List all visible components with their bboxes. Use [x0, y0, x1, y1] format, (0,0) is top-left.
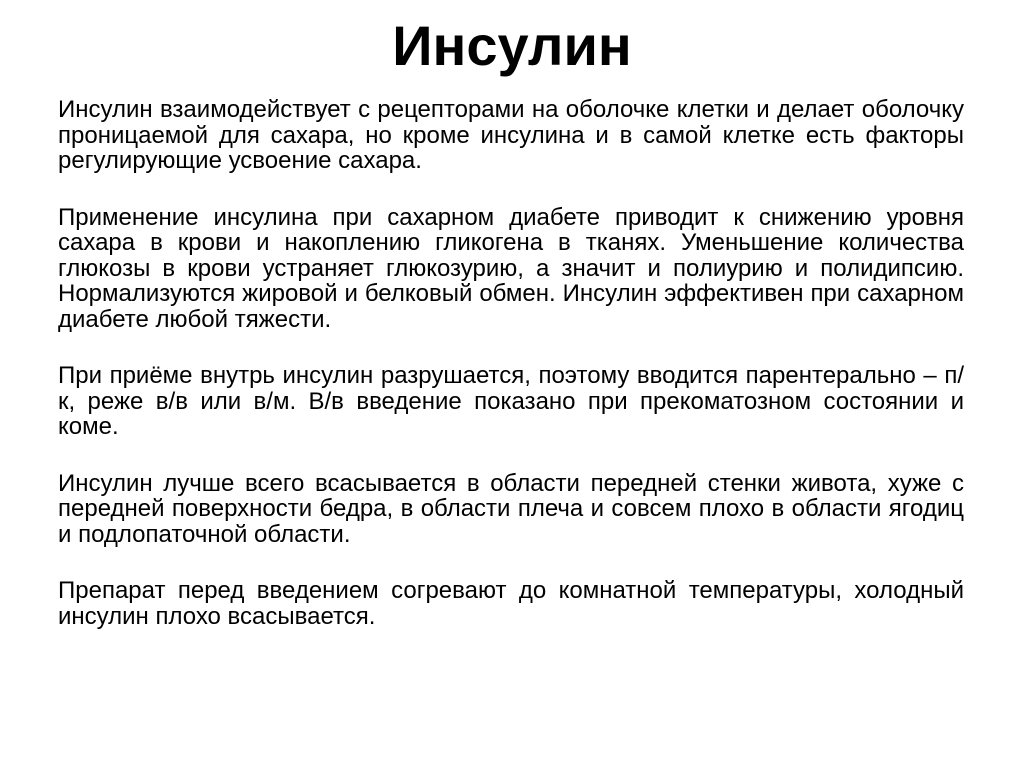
paragraph-insulin-absorption-sites: Инсулин лучше всего всасывается в области передней стенки живота, хуже с передней поверхности бедра, в области плеча и совсем плохо в области ягодиц и подлопаточной области.	[58, 469, 964, 548]
paragraph-insulin-warming: Препарат перед введением согревают до комнатной температуры, холодный инсулин плохо всасывается.	[58, 577, 964, 630]
slide-body	[58, 97, 964, 660]
slide-title: Инсулин	[392, 14, 632, 77]
paragraph-insulin-diabetes-effects: Применение инсулина при сахарном диабете приводит к снижению уровня сахара в крови и накоплению гликогена в тканях. Уменьшение количества глюкозы в крови устраняет глюкозурию, а значит и полиурию и полидипсию. Нормализуются жировой и белковый обмен. Инсулин эффективен при сахарном диабете любой тяжести.	[58, 203, 964, 333]
paragraph-insulin-receptors: Инсулин взаимодействует с рецепторами на оболочке клетки и делает оболочку проницаемой для сахара, но кроме инсулина и в самой клетке есть факторы регулирующие усвоение сахара.	[58, 96, 964, 174]
paragraph-insulin-administration: При приёме внутрь инсулин разрушается, поэтому вводится парентерально – п/к, реже в/в или в/м. В/в введение показано при прекоматозном состоянии и коме.	[58, 362, 964, 440]
